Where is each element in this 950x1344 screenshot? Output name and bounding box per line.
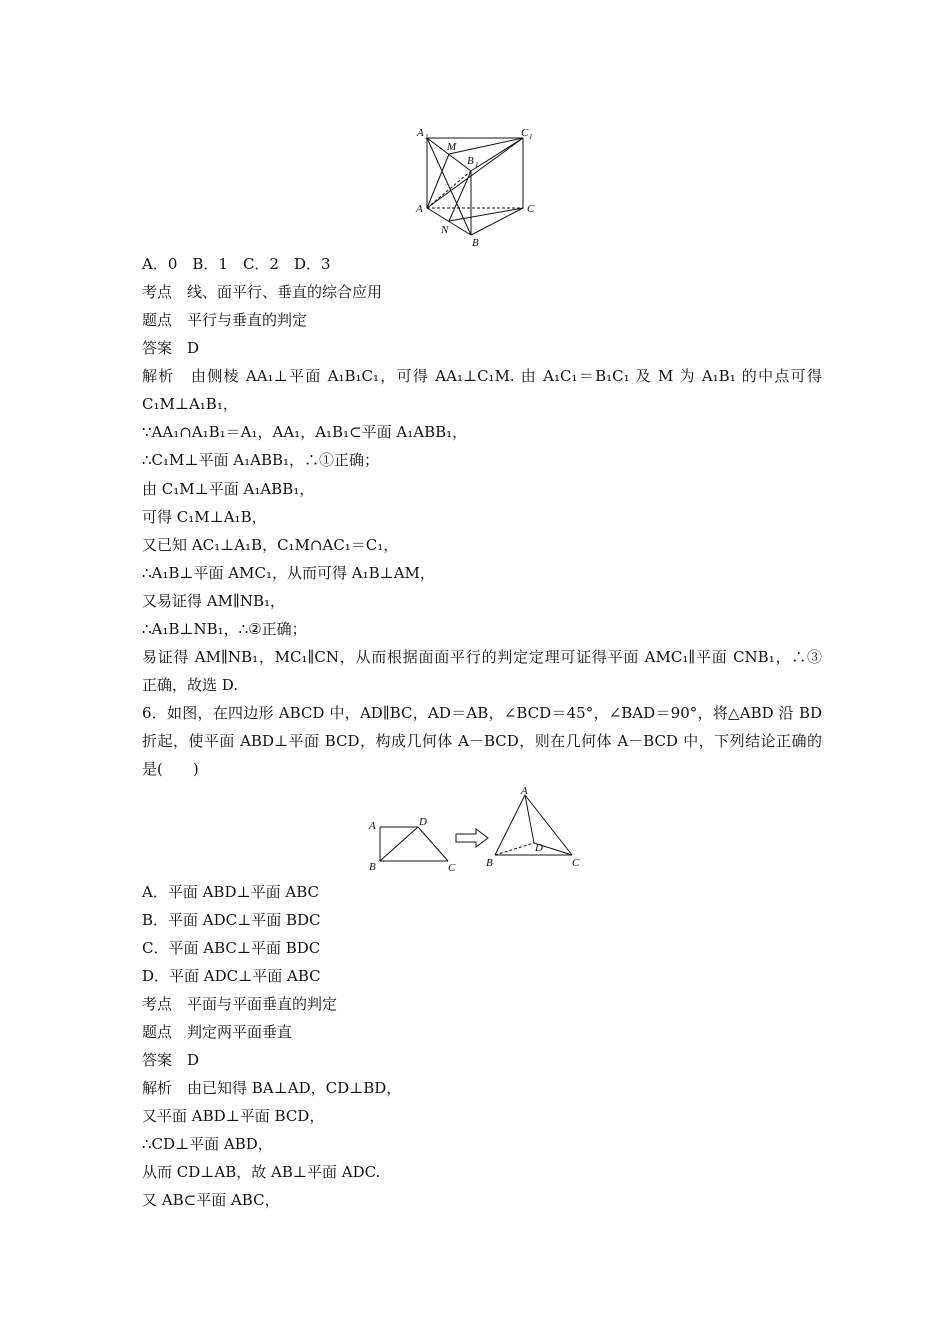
q5-analysis-line: ∴A₁B⊥NB₁，∴②正确；: [142, 620, 307, 638]
q6-stem-line: 是( ): [142, 760, 199, 778]
q6-option: D．平面 ADC⊥平面 ABC: [142, 967, 321, 985]
label-a1: A: [417, 127, 424, 139]
q5-analysis-line: ∵AA₁∩A₁B₁＝A₁，AA₁，A₁B₁⊂平面 A₁ABB₁，: [142, 423, 468, 441]
q6-analysis-line: 又平面 ABD⊥平面 BCD，: [142, 1107, 325, 1125]
left-label-c: C: [448, 862, 456, 874]
label-b1: B: [467, 155, 474, 167]
label-c: C: [527, 203, 535, 215]
label-c1-sub: 1: [529, 133, 533, 141]
label-m: M: [447, 141, 457, 153]
q6-analysis-line: 解析 由已知得 BA⊥AD，CD⊥BD，: [142, 1079, 402, 1097]
q5-analysis-line: 易证得 AM∥NB₁，MC₁∥CN，从而根据面面平行的判定定理可证得平面 AMC₁∥平面 CNB₁，∴③: [142, 648, 822, 666]
left-label-d: D: [419, 816, 427, 828]
label-c1: C: [521, 127, 529, 139]
q6-option: B．平面 ADC⊥平面 BDC: [142, 911, 321, 929]
q6-analysis-line: ∴CD⊥平面 ABD，: [142, 1135, 273, 1153]
q5-analysis-line: ∴C₁M⊥平面 A₁ABB₁，∴①正确；: [142, 451, 380, 469]
q5-analysis-line: 可得 C₁M⊥A₁B，: [142, 508, 267, 526]
q5-analysis-line: C₁M⊥A₁B₁，: [142, 395, 238, 413]
q6-analysis-line: 从而 CD⊥AB，故 AB⊥平面 ADC.: [142, 1163, 381, 1181]
q5-analysis-line: 又易证得 AM∥NB₁，: [142, 592, 286, 610]
q5-kaodian: 考点 线、面平行、垂直的综合应用: [142, 283, 383, 301]
q6-stem-line: 折起，使平面 ABD⊥平面 BCD，构成几何体 A－BCD，则在几何体 A－BCD 中，下列结论正确的: [142, 732, 822, 750]
q6-tidian: 题点 判定两平面垂直: [142, 1023, 293, 1041]
q6-option: A．平面 ABD⊥平面 ABC: [142, 883, 319, 901]
q5-options: A．0 B．1 C．2 D．3: [142, 255, 331, 273]
label-b1-sub: 1: [475, 161, 479, 169]
q6-stem-line: 6．如图，在四边形 ABCD 中，AD∥BC，AD＝AB，∠BCD＝45°，∠BAD＝90°，将△ABD 沿 BD: [142, 704, 822, 722]
right-label-d: D: [535, 842, 543, 854]
q5-analysis-line: 正确，故选 D.: [142, 676, 239, 694]
left-label-a: A: [369, 820, 376, 832]
q6-option: C．平面 ABC⊥平面 BDC: [142, 939, 321, 957]
label-n: N: [441, 224, 449, 236]
q5-analysis-line: 由 C₁M⊥平面 A₁ABB₁，: [142, 480, 315, 498]
q5-analysis-line: ∴A₁B⊥平面 AMC₁，从而可得 A₁B⊥AM，: [142, 564, 435, 582]
q5-tidian: 题点 平行与垂直的判定: [142, 311, 308, 329]
left-label-b: B: [369, 861, 376, 873]
label-a1-sub: 1: [425, 133, 429, 141]
label-b: B: [472, 237, 479, 249]
right-label-b: B: [486, 857, 493, 869]
q5-analysis-line: 又已知 AC₁⊥A₁B，C₁M∩AC₁＝C₁，: [142, 536, 399, 554]
q6-analysis-line: 又 AB⊂平面 ABC，: [142, 1191, 280, 1209]
q5-answer: 答案 D: [142, 339, 200, 357]
prism-figure: [405, 120, 545, 250]
right-label-a: A: [521, 785, 528, 797]
right-label-c: C: [572, 857, 580, 869]
folding-figure: [362, 785, 592, 880]
q6-kaodian: 考点 平面与平面垂直的判定: [142, 995, 338, 1013]
label-a: A: [416, 203, 423, 215]
q6-answer: 答案 D: [142, 1051, 200, 1069]
q5-analysis-line: 解析 由侧棱 AA₁⊥平面 A₁B₁C₁，可得 AA₁⊥C₁M. 由 A₁C₁＝B₁C₁ 及 M 为 A₁B₁ 的中点可得: [142, 367, 822, 385]
